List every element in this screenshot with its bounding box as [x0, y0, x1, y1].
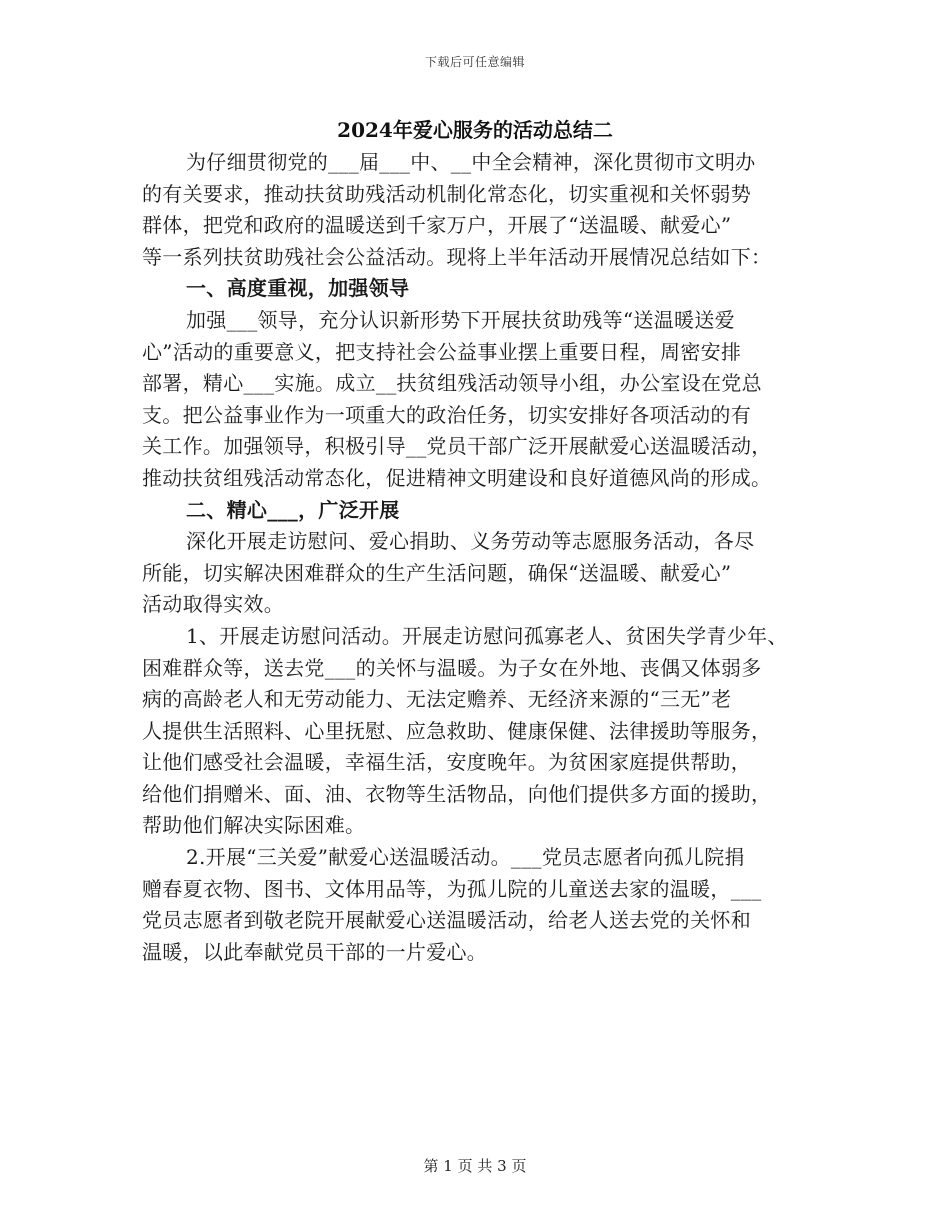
document-body: [142, 147, 812, 968]
paragraph-line: 困难群众等，送去党___的关怀与温暖。为子女在外地、丧偶又体弱多: [142, 655, 762, 680]
section-heading-1: 一、高度重视，加强领导: [186, 276, 410, 301]
header-note: 下载后可任意编辑: [424, 55, 525, 69]
paragraph-line: 关工作。加强领导，积极引导__党员干部广泛开展献爱心送温暖活动，: [142, 434, 772, 459]
paragraph-line: 等一系列扶贫助残社会公益活动。现将上半年活动开展情况总结如下：: [142, 244, 772, 269]
paragraph-line: 2.开展“三关爱”献爱心送温暖活动。___党员志愿者向孤儿院捐: [186, 845, 745, 870]
paragraph-line: 深化开展走访慰问、爱心捐助、义务劳动等志愿服务活动，各尽: [186, 529, 755, 554]
paragraph-line: 给他们捐赠米、面、油、衣物等生活物品，向他们提供多方面的援助，: [142, 781, 772, 806]
paragraph-line: 1、开展走访慰问活动。开展走访慰问孤寡老人、贫困失学青少年、: [186, 623, 788, 648]
document-title: 2024年爱心服务的活动总结二: [337, 118, 613, 142]
paragraph-line: 加强___领导，充分认识新形势下开展扶贫助残等“送温暖送爱: [186, 307, 735, 332]
section-heading-2: 二、精心___，广泛开展: [186, 497, 400, 522]
paragraph-line: 帮助他们解决实际困难。: [142, 813, 366, 838]
paragraph-line: 让他们感受社会温暖，幸福生活，安度晚年。为贫困家庭提供帮助，: [142, 750, 751, 775]
paragraph-line: 的有关要求，推动扶贫助残活动机制化常态化，切实重视和关怀弱势: [142, 181, 751, 206]
paragraph-line: 病的高龄老人和无劳动能力、无法定赡养、无经济来源的“三无”老: [142, 687, 732, 712]
paragraph-line: 支。把公益事业作为一项重大的政治任务，切实安排好各项活动的有: [142, 402, 751, 427]
paragraph-line: 部署，精心___实施。成立__扶贫组残活动领导小组，办公室设在党总: [142, 371, 762, 396]
paragraph-line: 赠春夏衣物、图书、文体用品等，为孤儿院的儿童送去家的温暖，___: [142, 876, 762, 901]
paragraph-line: 群体，把党和政府的温暖送到千家万户，开展了“送温暖、献爱心”: [142, 213, 732, 238]
paragraph-line: 所能，切实解决困难群众的生产生活问题，确保“送温暖、献爱心”: [142, 560, 732, 585]
paragraph-line: 党员志愿者到敬老院开展献爱心送温暖活动，给老人送去党的关怀和: [142, 908, 751, 933]
paragraph-line: 活动取得实效。: [142, 592, 285, 617]
paragraph-line: 心”活动的重要意义，把支持社会公益事业摆上重要日程，周密安排: [142, 339, 742, 364]
paragraph-line: 为仔细贯彻党的___届___中、__中全会精神，深化贯彻市文明办: [186, 150, 756, 174]
page-footer: 第 1 页 共 3 页: [423, 1157, 527, 1175]
paragraph-line: 人提供生活照料、心里抚慰、应急救助、健康保健、法律援助等服务，: [142, 718, 772, 743]
paragraph-line: 温暖，以此奉献党员干部的一片爱心。: [142, 939, 488, 964]
paragraph-line: 推动扶贫组残活动常态化，促进精神文明建设和良好道德风尚的形成。: [142, 465, 772, 490]
